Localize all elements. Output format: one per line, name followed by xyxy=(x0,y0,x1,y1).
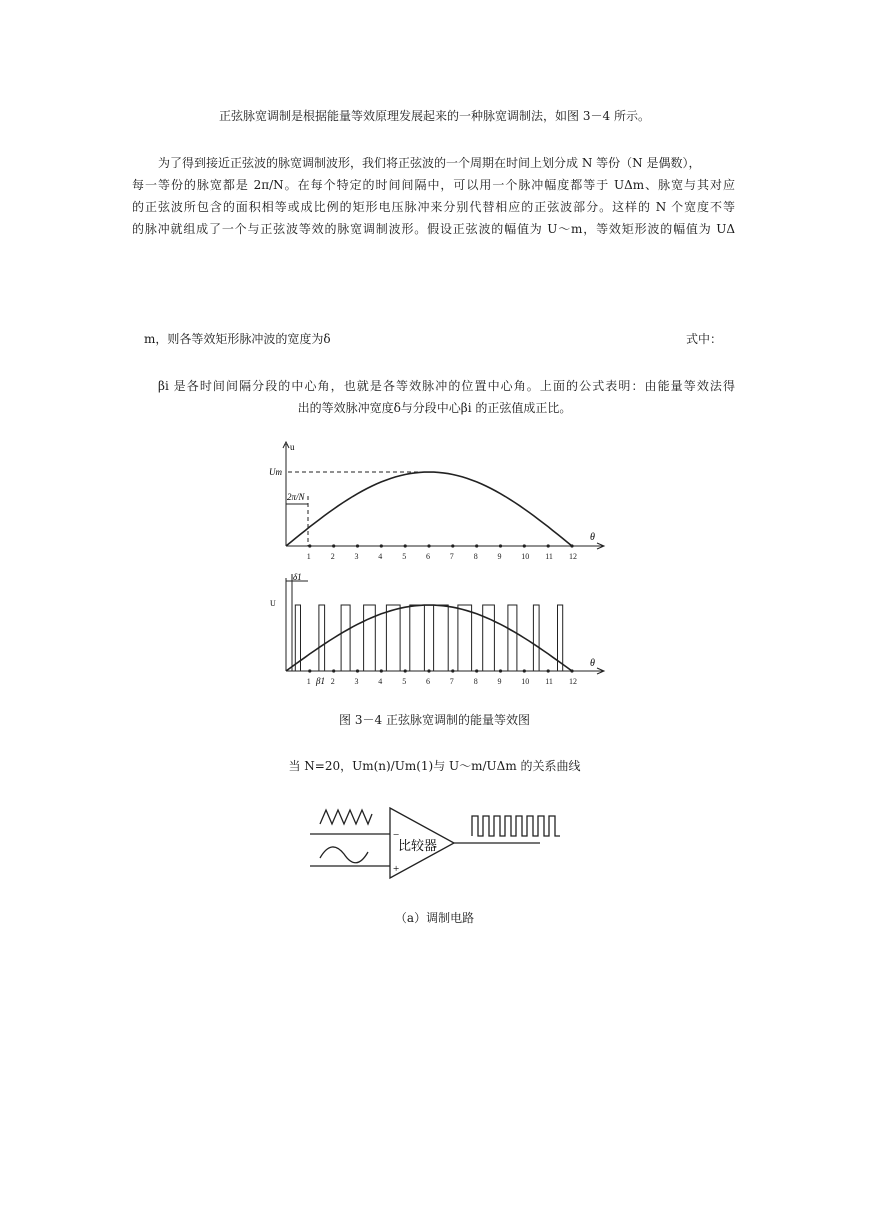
amplitude-label: Um xyxy=(269,467,282,477)
bottom-tick-mark xyxy=(356,669,359,672)
top-tick-label: 4 xyxy=(378,552,383,561)
bottom-tick-mark xyxy=(380,669,383,672)
top-tick-mark xyxy=(308,544,311,547)
bottom-tick-mark xyxy=(523,669,526,672)
pwm-output-wave-icon xyxy=(472,816,560,836)
top-tick-mark xyxy=(451,544,454,547)
top-tick-mark xyxy=(475,544,478,547)
bottom-tick-label: 11 xyxy=(545,677,553,686)
top-tick-mark xyxy=(523,544,526,547)
intro-paragraph: 正弦脉宽调制是根据能量等效原理发展起来的一种脉宽调制法，如图 3－4 所示。 xyxy=(219,109,650,123)
relation-caption: 当 N=20，Um(n)/Um(1)与 U～m/UΔm 的关系曲线 xyxy=(288,759,581,773)
bottom-tick-label: 9 xyxy=(497,677,502,686)
top-tick-label: 8 xyxy=(473,552,478,561)
pwm-pulse xyxy=(341,605,350,671)
bottom-tick-mark xyxy=(404,669,407,672)
pwm-pulse xyxy=(458,605,472,671)
bottom-tick-label: 5 xyxy=(402,677,407,686)
pwm-pulse xyxy=(319,605,325,671)
top-tick-mark xyxy=(499,544,502,547)
pwm-pulse xyxy=(508,605,517,671)
figure-caption: 图 3－4 正弦脉宽调制的能量等效图 xyxy=(339,713,530,727)
circuit-caption: （a）调制电路 xyxy=(394,911,475,925)
pwm-pulse xyxy=(434,605,449,671)
pwm-pulse xyxy=(410,605,425,671)
top-tick-mark xyxy=(380,544,383,547)
bottom-tick-mark xyxy=(451,669,454,672)
bottom-tick-mark xyxy=(547,669,550,672)
beta-line-2: 出的等效脉冲宽度δ与分段中心βi 的正弦值成正比。 xyxy=(297,401,572,415)
comparator-label: 比较器 xyxy=(398,838,438,853)
top-tick-mark xyxy=(332,544,335,547)
bottom-y-label: U xyxy=(270,599,276,608)
top-x-label: θ xyxy=(590,532,595,543)
triangle-wave-icon xyxy=(320,810,372,824)
pwm-pulses xyxy=(295,605,562,671)
top-tick-label: 11 xyxy=(545,552,553,561)
bottom-tick-label: 2 xyxy=(330,677,335,686)
bottom-tick-label: 7 xyxy=(449,677,454,686)
delta-line-right: 式中： xyxy=(686,332,723,346)
top-tick-mark xyxy=(570,544,573,547)
bottom-tick-label: 8 xyxy=(473,677,478,686)
top-tick-mark xyxy=(427,544,430,547)
top-sine-curve xyxy=(286,472,572,546)
top-tick-label: 5 xyxy=(402,552,407,561)
bottom-tick-label: 1 xyxy=(306,677,311,686)
top-tick-label: 1 xyxy=(306,552,311,561)
bottom-x-label: θ xyxy=(590,658,595,669)
figure-3-4 xyxy=(268,438,613,692)
bottom-tick-label: 4 xyxy=(378,677,383,686)
plus-sign: + xyxy=(393,863,400,875)
pwm-pulse xyxy=(364,605,376,671)
body-line-2: 每一等份的脉宽都是 2π/N。在每个特定的时间间隔中，可以用一个脉冲幅度都等于 UΔm、脉宽与其对应 xyxy=(132,178,735,192)
body-line-4: 的脉冲就组成了一个与正弦波等效的脉宽调制波形。假设正弦波的幅值为 U～m，等效矩形波的幅值为 UΔ xyxy=(132,222,735,236)
top-tick-label: 2 xyxy=(330,552,335,561)
minus-sign: − xyxy=(393,829,400,841)
modulation-circuit xyxy=(308,800,570,886)
bottom-tick-label: 6 xyxy=(426,677,430,686)
pwm-pulse xyxy=(533,605,539,671)
pwm-pulse xyxy=(483,605,495,671)
bottom-tick-mark xyxy=(475,669,478,672)
bottom-tick-label: 3 xyxy=(354,677,359,686)
delta-line-left: m，则各等效矩形脉冲波的宽度为δ xyxy=(144,332,331,346)
beta-label: β1 xyxy=(316,676,325,686)
top-tick-label: 7 xyxy=(449,552,454,561)
top-y-label: u xyxy=(290,442,295,452)
delta-label: δ1 xyxy=(293,572,302,582)
top-tick-mark xyxy=(356,544,359,547)
pwm-pulse xyxy=(386,605,400,671)
top-tick-label: 10 xyxy=(521,552,530,561)
top-tick-label: 9 xyxy=(497,552,502,561)
top-tick-label: 12 xyxy=(569,552,577,561)
bottom-sine-curve xyxy=(286,605,572,671)
bottom-tick-mark xyxy=(499,669,502,672)
body-line-1: 为了得到接近正弦波的脉宽调制波形，我们将正弦波的一个周期在时间上划分成 N 等份（N 是偶数）， xyxy=(158,156,701,170)
body-line-3: 的正弦波所包含的面积相等或成比例的矩形电压脉冲来分别代替相应的正弦波部分。这样的 N 个宽度不等 xyxy=(132,200,735,214)
bottom-tick-label: 12 xyxy=(569,677,577,686)
bottom-tick-mark xyxy=(308,669,311,672)
beta-line-1: βi 是各时间间隔分段的中心角，也就是各等效脉冲的位置中心角。上面的公式表明：由能量等效法得 xyxy=(158,379,736,393)
top-tick-label: 3 xyxy=(354,552,359,561)
top-tick-label: 6 xyxy=(426,552,430,561)
bottom-tick-mark xyxy=(427,669,430,672)
bottom-tick-mark xyxy=(570,669,573,672)
bottom-tick-mark xyxy=(332,669,335,672)
sine-wave-icon xyxy=(320,847,368,863)
bottom-tick-label: 10 xyxy=(521,677,530,686)
top-tick-mark xyxy=(547,544,550,547)
top-tick-mark xyxy=(404,544,407,547)
interval-label: 2π/N xyxy=(287,492,305,502)
